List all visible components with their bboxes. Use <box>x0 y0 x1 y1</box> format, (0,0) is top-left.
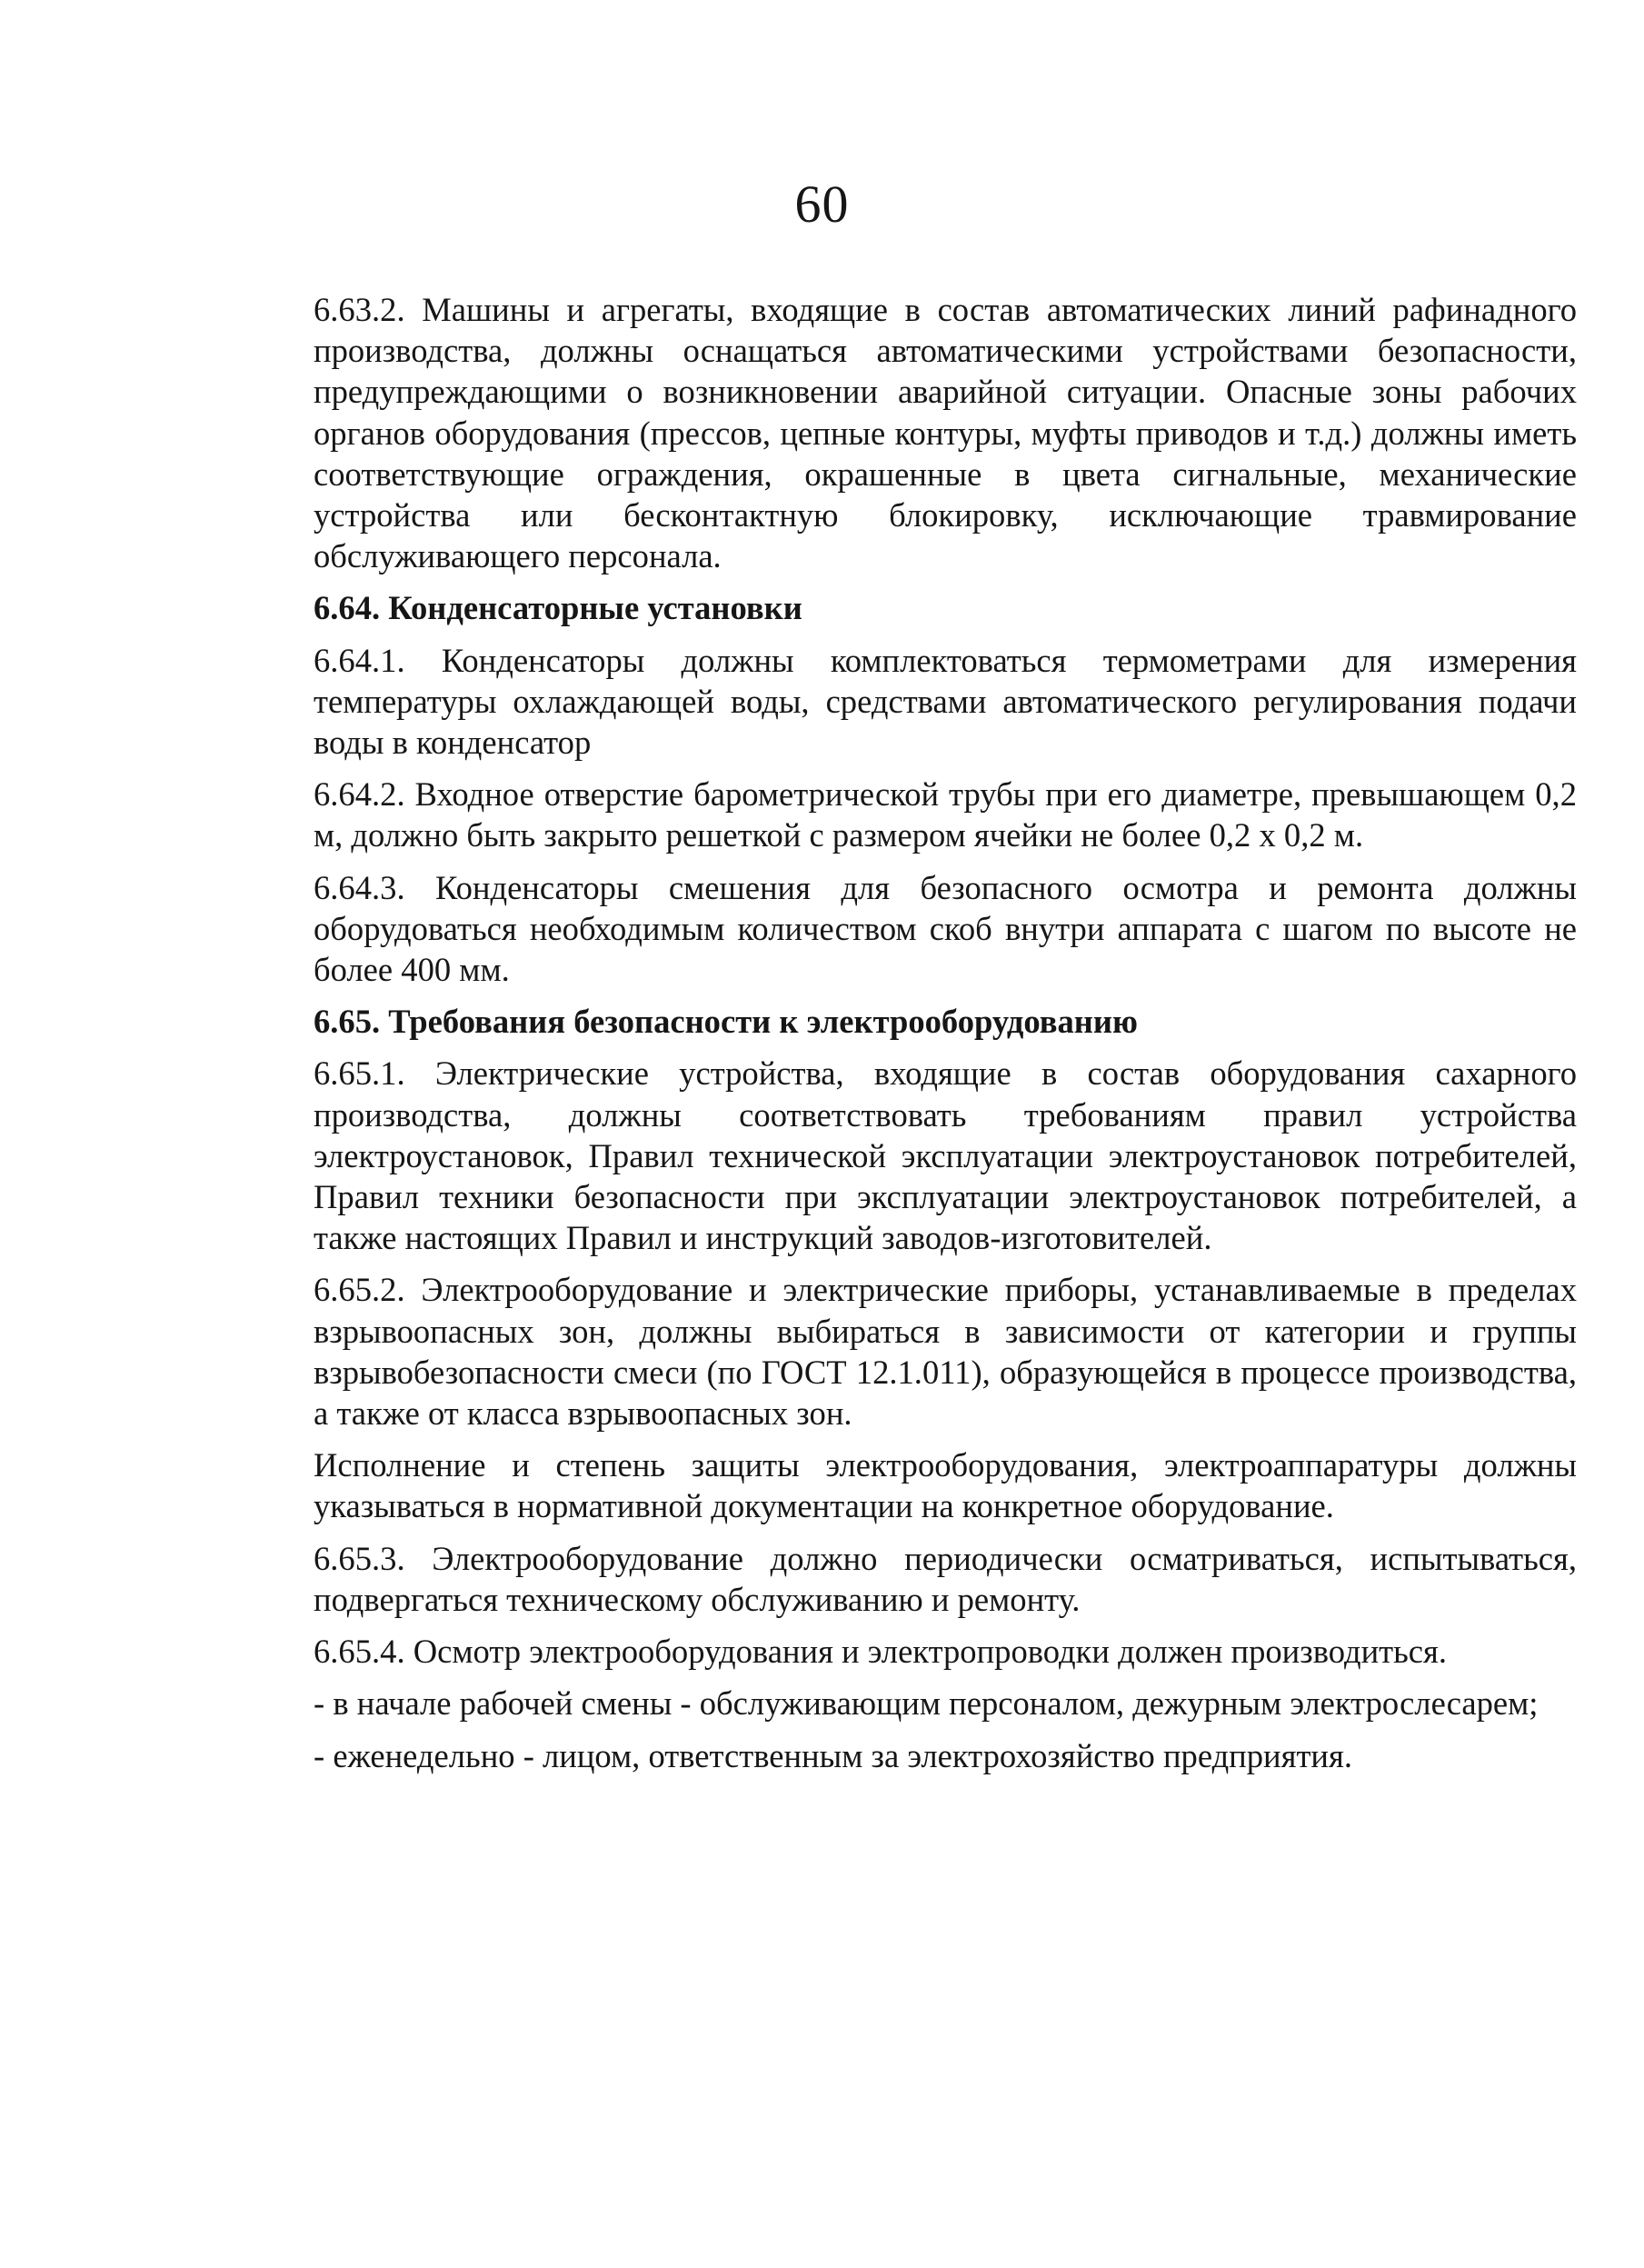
paragraph-6-63-2: 6.63.2. Машины и агрегаты, входящие в состав автоматических линий рафинадного производства, должны оснащаться автоматическими устройствами безопасности, предупреждающими о возникновении аварийной ситуации. Опасные зоны рабочих органов оборудования (прессов, цепные контуры, муфты приводов и т.д.) должны иметь соответствующие ограждения, окрашенные в цвета сигнальные, механические устройства или бесконтактную блокировку, исключающие травмирование обслуживающего персонала. <box>314 291 1577 575</box>
section-heading-6-64: 6.64. Конденсаторные установки <box>314 589 802 627</box>
paragraph-6-64-3: 6.64.3. Конденсаторы смешения для безопасного осмотра и ремонта должны оборудоваться необходимым количеством скоб внутри аппарата с шагом по высоте не более 400 мм. <box>314 868 1577 989</box>
paragraph-execution: Исполнение и степень защиты электрооборудования, электроаппаратуры должны указываться в нормативной документации на конкретное оборудование. <box>314 1446 1577 1525</box>
paragraph-6-65-4: 6.65.4. Осмотр электрооборудования и электропроводки должен производиться. <box>314 1633 1448 1671</box>
list-item-shift-start: - в начале рабочей смены - обслуживающим персоналом, дежурным электрослесарем; <box>314 1684 1539 1723</box>
paragraph-6-64-1: 6.64.1. Конденсаторы должны комплектоваться термометрами для измерения температуры охлаждающей воды, средствами автоматического регулирования подачи воды в конденсатор <box>314 641 1577 762</box>
paragraph-6-65-2: 6.65.2. Электрооборудование и электрические приборы, устанавливаемые в пределах взрывоопасных зон, должны выбираться в зависимости от категории и группы взрывобезопасности смеси (по ГОСТ 12.1.011), образующейся в процессе производства, а также от класса взрывоопасных зон. <box>314 1271 1577 1433</box>
paragraph-6-64-2: 6.64.2. Входное отверстие барометрической трубы при его диаметре, превышающем 0,2 м, должно быть закрыто решеткой с размером ячейки не более 0,2 х 0,2 м. <box>314 775 1577 854</box>
page-number: 60 <box>794 175 850 234</box>
section-heading-6-65: 6.65. Требования безопасности к электрооборудованию <box>314 1003 1138 1041</box>
paragraph-6-65-3: 6.65.3. Электрооборудование должно периодически осматриваться, испытываться, подвергаться техническому обслуживанию и ремонту. <box>314 1539 1577 1618</box>
paragraph-6-65-1: 6.65.1. Электрические устройства, входящие в состав оборудования сахарного производства, должны соответствовать требованиям правил устройства электроустановок, Правил технической эксплуатации электроустановок потребителей, Правил техники безопасности при эксплуатации электроустановок потребителей, а также настоящих Правил и инструкций заводов-изготовителей. <box>314 1054 1577 1257</box>
list-item-weekly: - еженедельно - лицом, ответственным за электрохозяйство предприятия. <box>314 1736 1352 1774</box>
document-body <box>314 289 1577 1776</box>
